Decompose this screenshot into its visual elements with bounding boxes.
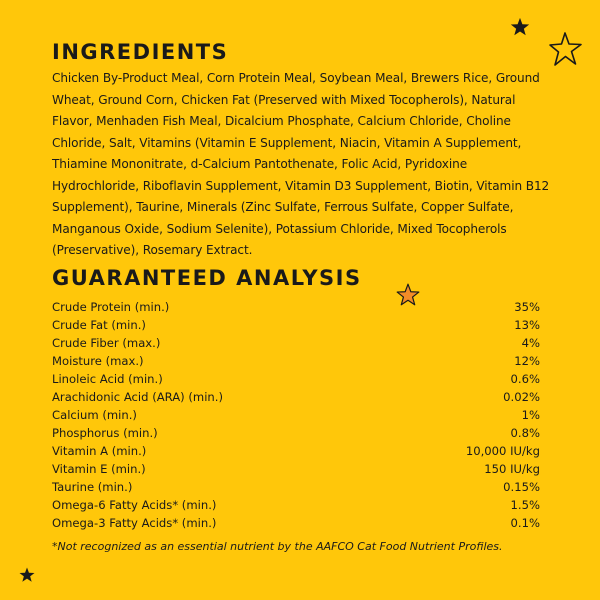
ingredients-heading: INGREDIENTS xyxy=(52,40,229,64)
analysis-label: Phosphorus (min.) xyxy=(52,426,158,440)
analysis-row xyxy=(52,514,540,532)
analysis-row xyxy=(52,406,540,424)
analysis-row xyxy=(52,388,540,406)
analysis-label: Calcium (min.) xyxy=(52,408,137,422)
star-icon xyxy=(18,566,36,584)
footnote: *Not recognized as an essential nutrient by the AAFCO Cat Food Nutrient Profiles. xyxy=(52,540,503,553)
analysis-row xyxy=(52,442,540,460)
analysis-label: Crude Fiber (max.) xyxy=(52,336,161,350)
orange-star-icon xyxy=(395,282,421,308)
analysis-label: Linoleic Acid (min.) xyxy=(52,372,163,386)
analysis-row xyxy=(52,352,540,370)
ingredients-text: Chicken By-Product Meal, Corn Protein Meal, Soybean Meal, Brewers Rice, Ground Wheat, Ground Corn, Chicken Fat (Preserved with Mixed Tocopherols), Natural Flavor, Menhaden Fish Meal, Dicalcium Phosphate, Calcium Chloride, Choline Chloride, Salt, Vitamins (Vitamin E Supplement, Niacin, Vitamin A Supplement, Thiamine Mononitrate, d-Calcium Pantothenate, Folic Acid, Pyridoxine Hydrochloride, Riboflavin Supplement, Vitamin D3 Supplement, Biotin, Vitamin B12 Supplement), Taurine, Minerals (Zinc Sulfate, Ferrous Sulfate, Copper Sulfate, Manganous Oxide, Sodium Selenite), Potassium Chloride, Mixed Tocopherols (Preservative), Rosemary Extract. xyxy=(52,71,550,257)
guaranteed-analysis-table xyxy=(52,298,540,532)
analysis-label: Vitamin A (min.) xyxy=(52,444,147,458)
analysis-value: 0.6% xyxy=(510,372,540,386)
analysis-value: 1% xyxy=(521,408,540,422)
analysis-row xyxy=(52,460,540,478)
analysis-value: 10,000 IU/kg xyxy=(465,444,540,458)
analysis-label: Arachidonic Acid (ARA) (min.) xyxy=(52,390,223,404)
analysis-label: Omega-6 Fatty Acids* (min.) xyxy=(52,498,217,512)
analysis-value: 0.8% xyxy=(510,426,540,440)
analysis-label: Taurine (min.) xyxy=(52,480,133,494)
analysis-row xyxy=(52,334,540,352)
analysis-label: Crude Fat (min.) xyxy=(52,318,146,332)
analysis-row xyxy=(52,298,540,316)
analysis-value: 4% xyxy=(521,336,540,350)
analysis-value: 0.02% xyxy=(503,390,540,404)
analysis-row xyxy=(52,478,540,496)
analysis-value: 35% xyxy=(514,300,540,314)
analysis-label: Crude Protein (min.) xyxy=(52,300,170,314)
analysis-value: 150 IU/kg xyxy=(484,462,540,476)
analysis-label: Moisture (max.) xyxy=(52,354,144,368)
analysis-label: Omega-3 Fatty Acids* (min.) xyxy=(52,516,217,530)
analysis-label: Vitamin E (min.) xyxy=(52,462,146,476)
analysis-value: 12% xyxy=(514,354,540,368)
analysis-row xyxy=(52,424,540,442)
analysis-row xyxy=(52,316,540,334)
analysis-row xyxy=(52,496,540,514)
analysis-value: 1.5% xyxy=(510,498,540,512)
star-outline-icon xyxy=(548,30,584,70)
analysis-value: 0.1% xyxy=(510,516,540,530)
star-icon xyxy=(509,16,531,38)
analysis-value: 13% xyxy=(514,318,540,332)
analysis-value: 0.15% xyxy=(503,480,540,494)
analysis-row xyxy=(52,370,540,388)
guaranteed-analysis-heading: GUARANTEED ANALYSIS xyxy=(52,266,362,290)
